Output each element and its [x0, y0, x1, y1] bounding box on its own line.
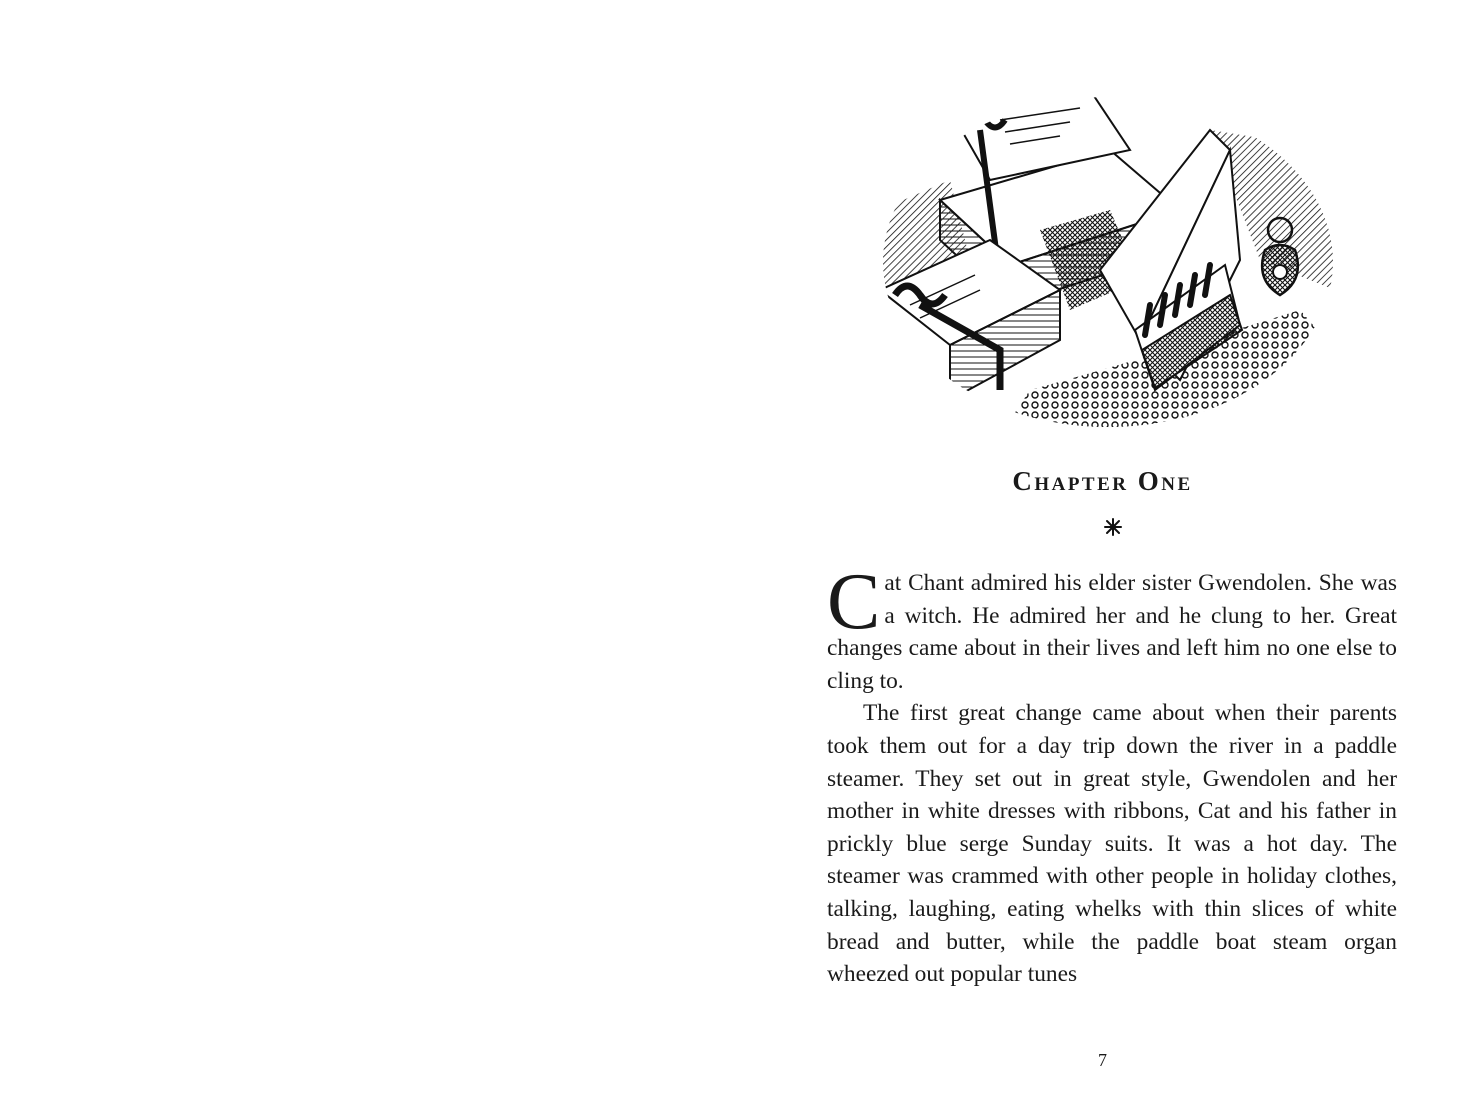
asterisk-ornament-icon [1103, 517, 1123, 537]
chapter-title: Chapter One [1012, 466, 1193, 496]
right-page [735, 0, 1470, 1115]
chapter-body [827, 558, 1397, 991]
chapter-illustration-icon [880, 90, 1335, 435]
paragraph-1-text: at Chant admired his elder sister Gwendolen. She was a witch. He admired her and he clung to her. Great changes came about in their lives and left him no one else to cling to. [827, 570, 1397, 694]
paragraph-2: The first great change came about when their parents took them out for a day trip down the river in a paddle steamer. They set out in great style, Gwendolen and her mother in white dresses with ribbons, Cat and his father in prickly blue serge Sunday suits. It was a hot day. The steamer was crammed with other people in holiday clothes, talking, laughing, eating whelks with thin slices of white bread and butter, while the paddle boat steam organ wheezed out popular tunes [827, 700, 1397, 988]
paragraph-1 [827, 558, 1397, 697]
page-number: 7 [1098, 1050, 1107, 1070]
drop-cap: C [827, 558, 881, 646]
